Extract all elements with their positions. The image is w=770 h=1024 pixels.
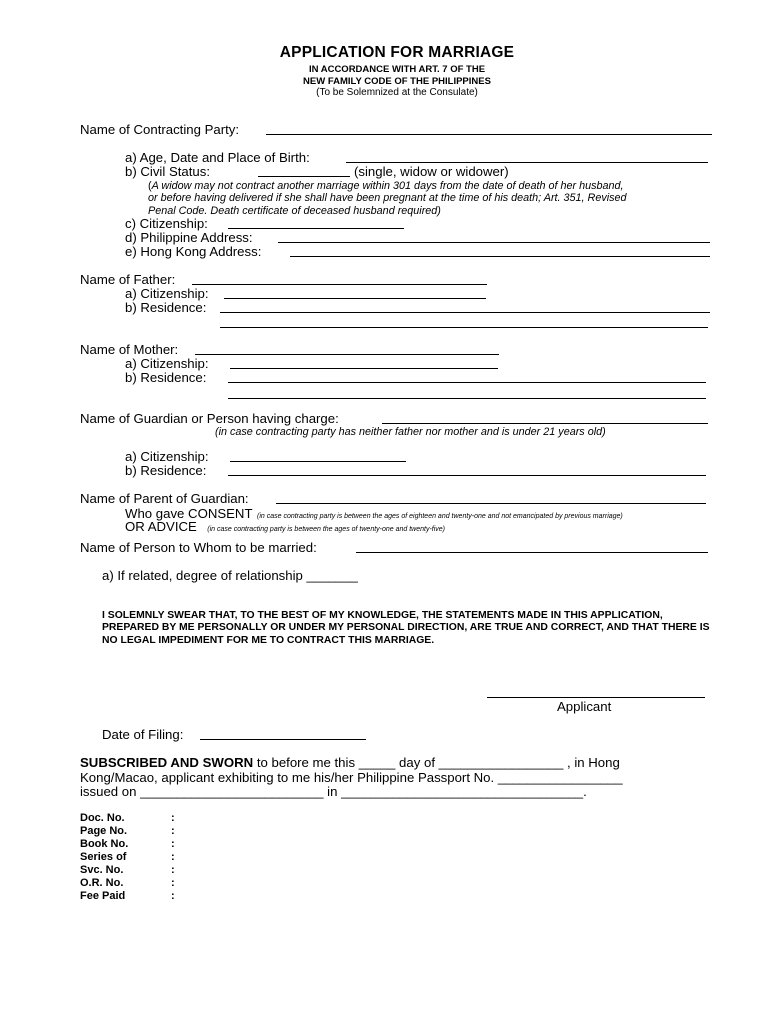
widow-note-line-1: A widow may not contract another marriage within 301 days from the date of death of her husband, (151, 180, 624, 192)
guardian-citizenship-label: a) Citizenship: (125, 449, 209, 464)
sworn-text-3c: . (583, 784, 587, 799)
widow-note-paren: ( (148, 180, 152, 192)
ph-address-label: d) Philippine Address: (125, 230, 253, 245)
oath-statement: I SOLEMNLY SWEAR THAT, TO THE BEST OF MY KNOWLEDGE, THE STATEMENTS MADE IN THIS APPLICATION, PREPARED BY ME PERSONALLY OR UNDER MY PERSONAL DIRECTION, ARE TRUE AND CORRECT, AND THAT THERE IS NO LEGAL IMPEDIMENT FOR ME TO CONTRACT THIS MARRIAGE. (102, 610, 710, 646)
guardian-note: (in case contracting party has neither father nor mother and is under 21 years old) (215, 426, 606, 438)
citizenship-field[interactable] (228, 228, 404, 229)
hk-address-label: e) Hong Kong Address: (125, 244, 262, 259)
advice-row (125, 518, 445, 536)
sworn-text-3b: in (323, 784, 342, 799)
mother-citizenship-label: a) Citizenship: (125, 356, 209, 371)
advice-label: OR ADVICE (125, 519, 197, 534)
spouse-name-label: Name of Person to Whom to be married: (80, 540, 317, 555)
book-no-label: Book No. (80, 838, 129, 850)
father-residence-field[interactable] (220, 312, 710, 313)
page-no-colon: : (171, 825, 175, 837)
sworn-text-1a: to before me this (253, 755, 359, 770)
date-of-filing-label: Date of Filing: (102, 727, 184, 742)
guardian-citizenship-field[interactable] (230, 461, 406, 462)
civil-status-options: (single, widow or widower) (354, 164, 509, 179)
consent-label: Who gave CONSENT (125, 506, 253, 521)
sworn-bold: SUBSCRIBED AND SWORN (80, 755, 254, 770)
age-date-place-label: a) Age, Date and Place of Birth: (125, 150, 310, 165)
fee-paid-colon: : (171, 890, 175, 902)
mother-citizenship-field[interactable] (230, 368, 498, 369)
civil-status-field[interactable] (258, 176, 350, 177)
series-of-colon: : (171, 851, 175, 863)
page-no-label: Page No. (80, 825, 128, 837)
sworn-text-1c: , in Hong (563, 755, 620, 770)
or-no-label: O.R. No. (80, 877, 124, 889)
sworn-text-3a: issued on (80, 784, 141, 799)
father-name-label: Name of Father: (80, 272, 176, 287)
form-subtitle-1: IN ACCORDANCE WITH ART. 7 OF THE (308, 64, 486, 75)
doc-labels (80, 812, 128, 903)
sworn-month-field[interactable]: _________________ (438, 755, 564, 770)
mother-name-label: Name of Mother: (80, 342, 179, 357)
citizenship-label: c) Citizenship: (125, 216, 208, 231)
relationship-row (102, 568, 358, 583)
book-no-colon: : (171, 838, 175, 850)
father-citizenship-field[interactable] (224, 298, 486, 299)
issued-on-field[interactable]: _________________________ (140, 784, 324, 799)
hk-address-field[interactable] (290, 256, 710, 257)
mother-name-field[interactable] (195, 354, 499, 355)
spouse-name-field[interactable] (356, 552, 708, 553)
mother-residence-field-2[interactable] (228, 398, 706, 399)
contracting-party-field[interactable] (266, 134, 712, 135)
contracting-party-label: Name of Contracting Party: (80, 122, 240, 137)
civil-status-label: b) Civil Status: (125, 164, 211, 179)
form-title: APPLICATION FOR MARRIAGE (279, 44, 515, 61)
mother-residence-field[interactable] (228, 382, 706, 383)
applicant-label: Applicant (557, 699, 612, 714)
sworn-text-2a: Kong/Macao, applicant exhibiting to me his/her Philippine Passport No. (80, 770, 498, 785)
svc-no-label: Svc. No. (80, 864, 124, 876)
doc-no-label: Doc. No. (80, 812, 125, 824)
sworn-line-1 (80, 755, 620, 770)
date-of-filing-field[interactable] (200, 739, 366, 740)
father-name-field[interactable] (192, 284, 487, 285)
father-citizenship-label: a) Citizenship: (125, 286, 209, 301)
svc-no-colon: : (171, 864, 175, 876)
guardian-name-field[interactable] (382, 423, 708, 424)
widow-note (148, 180, 718, 217)
guardian-name-label: Name of Guardian or Person having charge: (80, 411, 339, 426)
father-residence-label: b) Residence: (125, 300, 207, 315)
sworn-line-2 (80, 770, 623, 785)
sworn-text-1b: day of (395, 755, 439, 770)
ph-address-field[interactable] (278, 242, 710, 243)
applicant-signature-field[interactable] (487, 697, 705, 698)
passport-no-field[interactable]: _________________ (497, 770, 623, 785)
relationship-label: a) If related, degree of relationship (102, 568, 303, 583)
series-of-label: Series of (80, 851, 127, 863)
fee-paid-label: Fee Paid (80, 890, 126, 902)
guardian-residence-field[interactable] (228, 475, 706, 476)
relationship-field[interactable]: _______ (306, 568, 358, 583)
father-residence-field-2[interactable] (220, 327, 708, 328)
advice-note: (in case contracting party is between the ages of twenty-one and twenty-five) (207, 526, 446, 533)
parent-guardian-field[interactable] (276, 503, 706, 504)
parent-guardian-label: Name of Parent of Guardian: (80, 491, 249, 506)
issued-place-field[interactable]: _________________________________ (341, 784, 584, 799)
guardian-residence-label: b) Residence: (125, 463, 207, 478)
widow-note-line-3: Penal Code. Death certificate of deceased husband required) (148, 204, 441, 217)
doc-colons (171, 812, 175, 903)
mother-residence-label: b) Residence: (125, 370, 207, 385)
age-date-place-field[interactable] (346, 162, 708, 163)
form-subtitle-2: NEW FAMILY CODE OF THE PHILIPPINES (303, 76, 491, 87)
consent-note: (in case contracting party is between the ages of eighteen and twenty-one and not emancipated by previous marriage) (256, 513, 623, 520)
widow-note-line-2: or before having delivered if she shall have been pregnant at the time of his death; Art. 351, Revised (148, 192, 627, 205)
form-subtitle-3: (To be Solemnized at the Consulate) (316, 87, 478, 98)
or-no-colon: : (171, 877, 175, 889)
sworn-line-3 (80, 784, 587, 799)
doc-no-colon: : (171, 812, 175, 824)
sworn-day-field[interactable]: _____ (358, 755, 396, 770)
